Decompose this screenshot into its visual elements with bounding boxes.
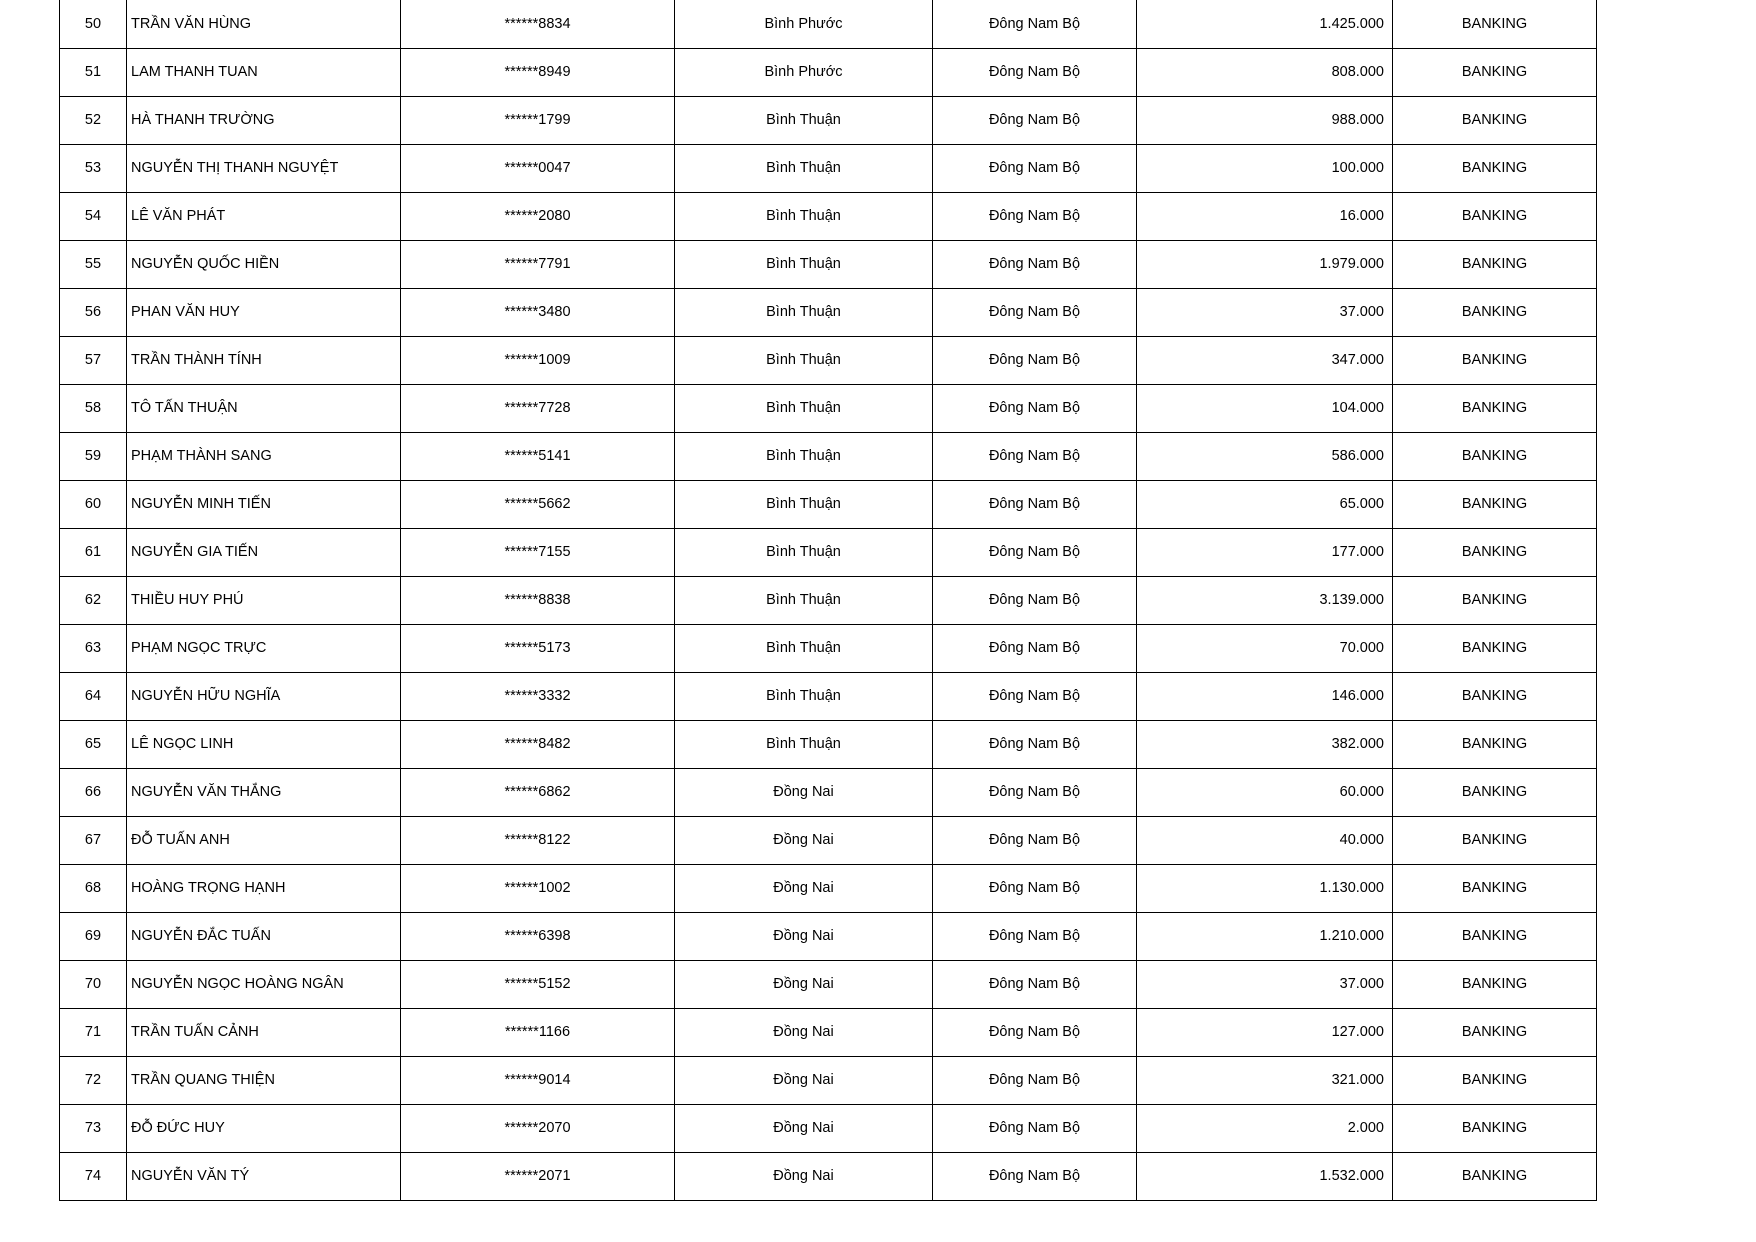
account-number-cell: ******1166	[401, 1008, 675, 1056]
payment-method-cell: BANKING	[1393, 1104, 1597, 1152]
region-cell: Đông Nam Bộ	[933, 96, 1137, 144]
payment-method-cell: BANKING	[1393, 1056, 1597, 1104]
account-number-cell: ******3332	[401, 672, 675, 720]
account-number-cell: ******5152	[401, 960, 675, 1008]
full-name-cell: NGUYỄN NGỌC HOÀNG NGÂN	[127, 960, 401, 1008]
payment-method-cell: BANKING	[1393, 432, 1597, 480]
table-row	[60, 816, 1597, 864]
region-cell: Đông Nam Bộ	[933, 768, 1137, 816]
full-name-cell: TRẦN TUẤN CẢNH	[127, 1008, 401, 1056]
region-cell: Đông Nam Bộ	[933, 624, 1137, 672]
full-name-cell: ĐỖ ĐỨC HUY	[127, 1104, 401, 1152]
payment-method-cell: BANKING	[1393, 336, 1597, 384]
province-cell: Bình Thuận	[675, 192, 933, 240]
region-cell: Đông Nam Bộ	[933, 144, 1137, 192]
payment-method-cell: BANKING	[1393, 624, 1597, 672]
full-name-cell: LÊ VĂN PHÁT	[127, 192, 401, 240]
account-number-cell: ******3480	[401, 288, 675, 336]
row-number-cell: 74	[60, 1152, 127, 1200]
row-number-cell: 73	[60, 1104, 127, 1152]
full-name-cell: NGUYỄN THỊ THANH NGUYỆT	[127, 144, 401, 192]
full-name-cell: ĐỖ TUẤN ANH	[127, 816, 401, 864]
account-number-cell: ******8482	[401, 720, 675, 768]
amount-cell: 100.000	[1137, 144, 1393, 192]
table-row	[60, 1104, 1597, 1152]
table-body	[60, 0, 1597, 1200]
row-number-cell: 65	[60, 720, 127, 768]
province-cell: Đồng Nai	[675, 1152, 933, 1200]
province-cell: Bình Thuận	[675, 624, 933, 672]
full-name-cell: HOÀNG TRỌNG HẠNH	[127, 864, 401, 912]
region-cell: Đông Nam Bộ	[933, 288, 1137, 336]
account-number-cell: ******5141	[401, 432, 675, 480]
region-cell: Đông Nam Bộ	[933, 528, 1137, 576]
account-number-cell: ******7791	[401, 240, 675, 288]
table-row	[60, 720, 1597, 768]
region-cell: Đông Nam Bộ	[933, 336, 1137, 384]
row-number-cell: 60	[60, 480, 127, 528]
payment-method-cell: BANKING	[1393, 192, 1597, 240]
full-name-cell: TÔ TẤN THUẬN	[127, 384, 401, 432]
region-cell: Đông Nam Bộ	[933, 1008, 1137, 1056]
region-cell: Đông Nam Bộ	[933, 816, 1137, 864]
payment-method-cell: BANKING	[1393, 144, 1597, 192]
region-cell: Đông Nam Bộ	[933, 192, 1137, 240]
province-cell: Đồng Nai	[675, 1056, 933, 1104]
province-cell: Đồng Nai	[675, 912, 933, 960]
region-cell: Đông Nam Bộ	[933, 576, 1137, 624]
row-number-cell: 54	[60, 192, 127, 240]
row-number-cell: 61	[60, 528, 127, 576]
amount-cell: 808.000	[1137, 48, 1393, 96]
province-cell: Bình Phước	[675, 48, 933, 96]
amount-cell: 988.000	[1137, 96, 1393, 144]
row-number-cell: 52	[60, 96, 127, 144]
table-row	[60, 1152, 1597, 1200]
account-number-cell: ******7728	[401, 384, 675, 432]
province-cell: Bình Thuận	[675, 480, 933, 528]
table-row	[60, 192, 1597, 240]
payment-method-cell: BANKING	[1393, 240, 1597, 288]
table-row	[60, 672, 1597, 720]
province-cell: Bình Thuận	[675, 336, 933, 384]
province-cell: Đồng Nai	[675, 1104, 933, 1152]
amount-cell: 321.000	[1137, 1056, 1393, 1104]
table-row	[60, 576, 1597, 624]
row-number-cell: 68	[60, 864, 127, 912]
full-name-cell: PHẠM THÀNH SANG	[127, 432, 401, 480]
province-cell: Bình Thuận	[675, 432, 933, 480]
payment-method-cell: BANKING	[1393, 1008, 1597, 1056]
full-name-cell: NGUYỄN GIA TIẾN	[127, 528, 401, 576]
province-cell: Bình Thuận	[675, 576, 933, 624]
region-cell: Đông Nam Bộ	[933, 912, 1137, 960]
region-cell: Đông Nam Bộ	[933, 480, 1137, 528]
payment-method-cell: BANKING	[1393, 48, 1597, 96]
account-number-cell: ******1002	[401, 864, 675, 912]
amount-cell: 382.000	[1137, 720, 1393, 768]
table-row	[60, 480, 1597, 528]
payment-method-cell: BANKING	[1393, 0, 1597, 48]
region-cell: Đông Nam Bộ	[933, 720, 1137, 768]
row-number-cell: 69	[60, 912, 127, 960]
table-row	[60, 864, 1597, 912]
full-name-cell: NGUYỄN MINH TIẾN	[127, 480, 401, 528]
account-number-cell: ******5662	[401, 480, 675, 528]
row-number-cell: 63	[60, 624, 127, 672]
region-cell: Đông Nam Bộ	[933, 1056, 1137, 1104]
province-cell: Bình Thuận	[675, 288, 933, 336]
amount-cell: 70.000	[1137, 624, 1393, 672]
row-number-cell: 71	[60, 1008, 127, 1056]
region-cell: Đông Nam Bộ	[933, 48, 1137, 96]
table-row	[60, 768, 1597, 816]
amount-cell: 60.000	[1137, 768, 1393, 816]
full-name-cell: TRẦN QUANG THIỆN	[127, 1056, 401, 1104]
province-cell: Bình Thuận	[675, 720, 933, 768]
payment-method-cell: BANKING	[1393, 96, 1597, 144]
payment-method-cell: BANKING	[1393, 384, 1597, 432]
row-number-cell: 62	[60, 576, 127, 624]
table-row	[60, 240, 1597, 288]
account-number-cell: ******6398	[401, 912, 675, 960]
payment-method-cell: BANKING	[1393, 864, 1597, 912]
province-cell: Bình Thuận	[675, 384, 933, 432]
table-row	[60, 1008, 1597, 1056]
amount-cell: 1.130.000	[1137, 864, 1393, 912]
province-cell: Đồng Nai	[675, 768, 933, 816]
row-number-cell: 58	[60, 384, 127, 432]
row-number-cell: 55	[60, 240, 127, 288]
amount-cell: 3.139.000	[1137, 576, 1393, 624]
full-name-cell: TRẦN VĂN HÙNG	[127, 0, 401, 48]
payment-method-cell: BANKING	[1393, 672, 1597, 720]
payment-method-cell: BANKING	[1393, 576, 1597, 624]
amount-cell: 16.000	[1137, 192, 1393, 240]
province-cell: Bình Thuận	[675, 144, 933, 192]
table-row	[60, 528, 1597, 576]
amount-cell: 1.210.000	[1137, 912, 1393, 960]
table-row	[60, 1056, 1597, 1104]
account-number-cell: ******2070	[401, 1104, 675, 1152]
table-row	[60, 624, 1597, 672]
region-cell: Đông Nam Bộ	[933, 864, 1137, 912]
table-row	[60, 912, 1597, 960]
account-number-cell: ******8834	[401, 0, 675, 48]
full-name-cell: NGUYỄN VĂN THẮNG	[127, 768, 401, 816]
amount-cell: 177.000	[1137, 528, 1393, 576]
full-name-cell: LÊ NGỌC LINH	[127, 720, 401, 768]
payment-method-cell: BANKING	[1393, 912, 1597, 960]
province-cell: Đồng Nai	[675, 1008, 933, 1056]
amount-cell: 1.979.000	[1137, 240, 1393, 288]
region-cell: Đông Nam Bộ	[933, 1104, 1137, 1152]
account-number-cell: ******2071	[401, 1152, 675, 1200]
table-row	[60, 144, 1597, 192]
amount-cell: 1.532.000	[1137, 1152, 1393, 1200]
full-name-cell: HÀ THANH TRƯỜNG	[127, 96, 401, 144]
payment-method-cell: BANKING	[1393, 288, 1597, 336]
table-row	[60, 0, 1597, 48]
payment-method-cell: BANKING	[1393, 816, 1597, 864]
province-cell: Bình Thuận	[675, 240, 933, 288]
payment-method-cell: BANKING	[1393, 528, 1597, 576]
amount-cell: 347.000	[1137, 336, 1393, 384]
amount-cell: 37.000	[1137, 288, 1393, 336]
row-number-cell: 53	[60, 144, 127, 192]
full-name-cell: PHAN VĂN HUY	[127, 288, 401, 336]
amount-cell: 146.000	[1137, 672, 1393, 720]
row-number-cell: 51	[60, 48, 127, 96]
row-number-cell: 67	[60, 816, 127, 864]
province-cell: Bình Thuận	[675, 96, 933, 144]
amount-cell: 104.000	[1137, 384, 1393, 432]
full-name-cell: THIỀU HUY PHÚ	[127, 576, 401, 624]
row-number-cell: 72	[60, 1056, 127, 1104]
province-cell: Đồng Nai	[675, 864, 933, 912]
account-number-cell: ******5173	[401, 624, 675, 672]
payment-method-cell: BANKING	[1393, 960, 1597, 1008]
province-cell: Bình Thuận	[675, 672, 933, 720]
row-number-cell: 56	[60, 288, 127, 336]
amount-cell: 2.000	[1137, 1104, 1393, 1152]
account-number-cell: ******8122	[401, 816, 675, 864]
region-cell: Đông Nam Bộ	[933, 384, 1137, 432]
payment-method-cell: BANKING	[1393, 768, 1597, 816]
amount-cell: 1.425.000	[1137, 0, 1393, 48]
region-cell: Đông Nam Bộ	[933, 240, 1137, 288]
province-cell: Đồng Nai	[675, 960, 933, 1008]
region-cell: Đông Nam Bộ	[933, 0, 1137, 48]
account-number-cell: ******1009	[401, 336, 675, 384]
table-row	[60, 288, 1597, 336]
full-name-cell: TRẦN THÀNH TÍNH	[127, 336, 401, 384]
region-cell: Đông Nam Bộ	[933, 672, 1137, 720]
payment-method-cell: BANKING	[1393, 480, 1597, 528]
table-row	[60, 96, 1597, 144]
payment-method-cell: BANKING	[1393, 1152, 1597, 1200]
account-number-cell: ******8838	[401, 576, 675, 624]
full-name-cell: NGUYỄN QUỐC HIỀN	[127, 240, 401, 288]
payment-method-cell: BANKING	[1393, 720, 1597, 768]
region-cell: Đông Nam Bộ	[933, 1152, 1137, 1200]
province-cell: Bình Thuận	[675, 528, 933, 576]
full-name-cell: NGUYỄN HỮU NGHĨA	[127, 672, 401, 720]
row-number-cell: 59	[60, 432, 127, 480]
donation-table	[59, 0, 1597, 1201]
amount-cell: 40.000	[1137, 816, 1393, 864]
table-row	[60, 960, 1597, 1008]
region-cell: Đông Nam Bộ	[933, 432, 1137, 480]
row-number-cell: 64	[60, 672, 127, 720]
province-cell: Bình Phước	[675, 0, 933, 48]
amount-cell: 37.000	[1137, 960, 1393, 1008]
table-row	[60, 432, 1597, 480]
row-number-cell: 70	[60, 960, 127, 1008]
account-number-cell: ******9014	[401, 1056, 675, 1104]
row-number-cell: 50	[60, 0, 127, 48]
region-cell: Đông Nam Bộ	[933, 960, 1137, 1008]
account-number-cell: ******0047	[401, 144, 675, 192]
account-number-cell: ******1799	[401, 96, 675, 144]
full-name-cell: NGUYỄN ĐẮC TUẤN	[127, 912, 401, 960]
table-row	[60, 48, 1597, 96]
amount-cell: 65.000	[1137, 480, 1393, 528]
full-name-cell: LAM THANH TUAN	[127, 48, 401, 96]
account-number-cell: ******8949	[401, 48, 675, 96]
province-cell: Đồng Nai	[675, 816, 933, 864]
account-number-cell: ******2080	[401, 192, 675, 240]
full-name-cell: PHẠM NGỌC TRỰC	[127, 624, 401, 672]
table-row	[60, 336, 1597, 384]
table-row	[60, 384, 1597, 432]
account-number-cell: ******6862	[401, 768, 675, 816]
account-number-cell: ******7155	[401, 528, 675, 576]
row-number-cell: 57	[60, 336, 127, 384]
full-name-cell: NGUYỄN VĂN TÝ	[127, 1152, 401, 1200]
amount-cell: 586.000	[1137, 432, 1393, 480]
row-number-cell: 66	[60, 768, 127, 816]
amount-cell: 127.000	[1137, 1008, 1393, 1056]
